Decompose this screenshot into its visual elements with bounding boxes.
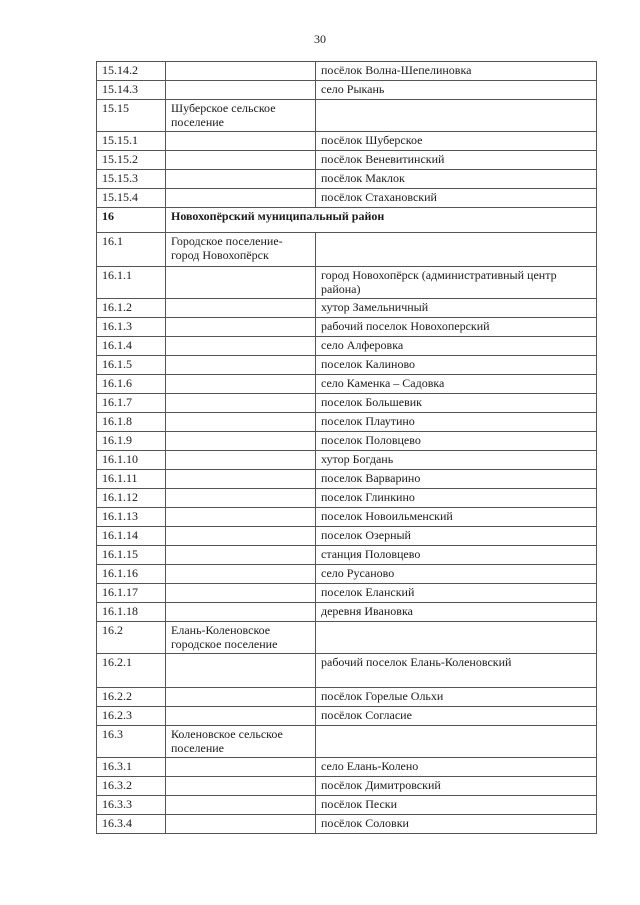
row-municipality — [166, 413, 316, 432]
row-municipality: Городское поселение-город Новохопёрск — [166, 233, 316, 267]
row-code: 16.1 — [97, 233, 166, 267]
row-code: 16.1.10 — [97, 451, 166, 470]
row-municipality — [166, 318, 316, 337]
row-settlement: село Алферовка — [316, 337, 597, 356]
row-municipality — [166, 527, 316, 546]
row-code: 16.2.2 — [97, 688, 166, 707]
table-row — [97, 356, 597, 375]
table-row — [97, 470, 597, 489]
table-row — [97, 233, 597, 267]
table-row — [97, 654, 597, 688]
district-title: Новохопёрский муниципальный район — [166, 208, 597, 233]
row-settlement: село Елань-Колено — [316, 758, 597, 777]
row-municipality — [166, 375, 316, 394]
row-settlement: поселок Большевик — [316, 394, 597, 413]
row-code: 16.3.3 — [97, 796, 166, 815]
row-municipality — [166, 796, 316, 815]
row-settlement — [316, 233, 597, 267]
row-settlement: посёлок Соловки — [316, 815, 597, 834]
row-municipality — [166, 132, 316, 151]
row-municipality: Коленовское сельское поселение — [166, 726, 316, 758]
row-code: 16.1.18 — [97, 603, 166, 622]
row-code: 16.2.3 — [97, 707, 166, 726]
row-code: 15.15 — [97, 100, 166, 132]
row-settlement: село Рыкань — [316, 81, 597, 100]
table-row — [97, 318, 597, 337]
settlements-table — [96, 61, 597, 834]
row-municipality — [166, 815, 316, 834]
row-settlement: поселок Варварино — [316, 470, 597, 489]
row-municipality — [166, 432, 316, 451]
row-settlement — [316, 622, 597, 654]
row-code: 15.14.2 — [97, 62, 166, 81]
table-row — [97, 688, 597, 707]
row-code: 15.15.2 — [97, 151, 166, 170]
table-row — [97, 337, 597, 356]
row-municipality — [166, 654, 316, 688]
row-municipality — [166, 688, 316, 707]
district-row — [97, 208, 597, 233]
row-code: 16.1.7 — [97, 394, 166, 413]
row-settlement — [316, 100, 597, 132]
row-code: 16 — [97, 208, 166, 233]
row-municipality — [166, 470, 316, 489]
row-settlement — [316, 726, 597, 758]
table-row — [97, 777, 597, 796]
table-row — [97, 299, 597, 318]
table-row — [97, 432, 597, 451]
table-row — [97, 508, 597, 527]
row-code: 16.1.16 — [97, 565, 166, 584]
row-code: 15.15.1 — [97, 132, 166, 151]
row-settlement: посёлок Согласие — [316, 707, 597, 726]
row-settlement: хутор Замельничный — [316, 299, 597, 318]
row-code: 16.3 — [97, 726, 166, 758]
table-row — [97, 394, 597, 413]
table-row — [97, 758, 597, 777]
row-code: 16.1.12 — [97, 489, 166, 508]
row-municipality — [166, 62, 316, 81]
row-code: 16.1.9 — [97, 432, 166, 451]
table-row — [97, 489, 597, 508]
row-municipality: Елань-Коленовское городское поселение — [166, 622, 316, 654]
row-code: 16.1.3 — [97, 318, 166, 337]
row-municipality: Шуберское сельское поселение — [166, 100, 316, 132]
row-code: 16.3.4 — [97, 815, 166, 834]
row-municipality — [166, 267, 316, 299]
row-code: 16.2.1 — [97, 654, 166, 688]
row-municipality — [166, 451, 316, 470]
table-row — [97, 565, 597, 584]
row-code: 16.1.8 — [97, 413, 166, 432]
table-row — [97, 375, 597, 394]
table-row — [97, 815, 597, 834]
row-code: 16.3.1 — [97, 758, 166, 777]
row-settlement: поселок Плаутино — [316, 413, 597, 432]
table-row — [97, 81, 597, 100]
table-row — [97, 62, 597, 81]
row-code: 16.1.13 — [97, 508, 166, 527]
table-row — [97, 100, 597, 132]
page-number: 30 — [314, 32, 326, 46]
row-municipality — [166, 707, 316, 726]
row-code: 16.2 — [97, 622, 166, 654]
row-municipality — [166, 394, 316, 413]
row-settlement: рабочий поселок Новохоперский — [316, 318, 597, 337]
row-settlement: деревня Ивановка — [316, 603, 597, 622]
row-settlement: поселок Калиново — [316, 356, 597, 375]
row-municipality — [166, 777, 316, 796]
row-municipality — [166, 565, 316, 584]
row-municipality — [166, 170, 316, 189]
row-municipality — [166, 151, 316, 170]
table-row — [97, 527, 597, 546]
table-row — [97, 132, 597, 151]
row-code: 16.1.6 — [97, 375, 166, 394]
row-settlement: посёлок Стахановский — [316, 189, 597, 208]
row-settlement: станция Половцево — [316, 546, 597, 565]
table-row — [97, 267, 597, 299]
row-settlement: посёлок Пески — [316, 796, 597, 815]
table-row — [97, 451, 597, 470]
row-code: 16.1.4 — [97, 337, 166, 356]
row-settlement: посёлок Волна-Шепелиновка — [316, 62, 597, 81]
row-code: 15.14.3 — [97, 81, 166, 100]
row-municipality — [166, 489, 316, 508]
row-settlement: село Каменка – Садовка — [316, 375, 597, 394]
row-municipality — [166, 189, 316, 208]
row-settlement: хутор Богдань — [316, 451, 597, 470]
row-code: 15.15.4 — [97, 189, 166, 208]
row-municipality — [166, 508, 316, 527]
row-settlement: город Новохопёрск (административный центр района) — [316, 267, 597, 299]
row-settlement: село Русаново — [316, 565, 597, 584]
row-municipality — [166, 584, 316, 603]
table-row — [97, 796, 597, 815]
row-code: 16.3.2 — [97, 777, 166, 796]
row-settlement: рабочий поселок Елань-Коленовский — [316, 654, 597, 688]
row-code: 16.1.11 — [97, 470, 166, 489]
row-municipality — [166, 81, 316, 100]
row-settlement: поселок Половцево — [316, 432, 597, 451]
row-code: 16.1.14 — [97, 527, 166, 546]
table-row — [97, 603, 597, 622]
row-municipality — [166, 299, 316, 318]
row-code: 16.1.17 — [97, 584, 166, 603]
row-code: 16.1.1 — [97, 267, 166, 299]
row-municipality — [166, 356, 316, 375]
row-settlement: посёлок Маклок — [316, 170, 597, 189]
row-settlement: посёлок Шуберское — [316, 132, 597, 151]
table-row — [97, 584, 597, 603]
table-row — [97, 189, 597, 208]
row-municipality — [166, 337, 316, 356]
row-code: 15.15.3 — [97, 170, 166, 189]
row-settlement: поселок Озерный — [316, 527, 597, 546]
table-row — [97, 707, 597, 726]
row-municipality — [166, 603, 316, 622]
row-municipality — [166, 546, 316, 565]
row-settlement: посёлок Горелые Ольхи — [316, 688, 597, 707]
row-municipality — [166, 758, 316, 777]
row-settlement: поселок Глинкино — [316, 489, 597, 508]
table-row — [97, 413, 597, 432]
row-code: 16.1.2 — [97, 299, 166, 318]
row-settlement: поселок Еланский — [316, 584, 597, 603]
table-row — [97, 622, 597, 654]
table-row — [97, 546, 597, 565]
row-code: 16.1.15 — [97, 546, 166, 565]
table-row — [97, 726, 597, 758]
row-settlement: посёлок Веневитинский — [316, 151, 597, 170]
table-row — [97, 170, 597, 189]
table-row — [97, 151, 597, 170]
row-settlement: посёлок Димитровский — [316, 777, 597, 796]
row-code: 16.1.5 — [97, 356, 166, 375]
row-settlement: поселок Новоильменский — [316, 508, 597, 527]
